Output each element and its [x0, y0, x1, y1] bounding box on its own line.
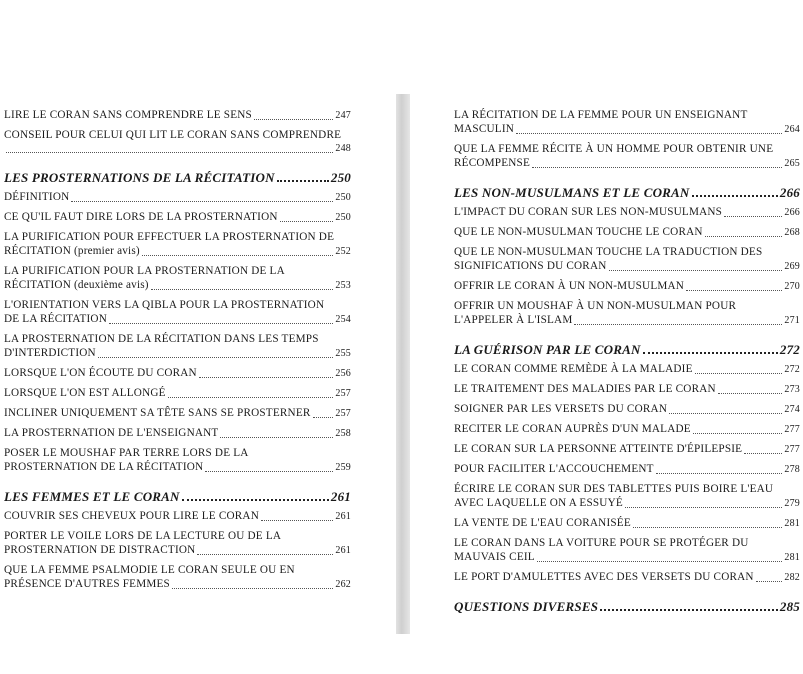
section-title: LES NON-MUSULMANS ET LE CORAN [454, 185, 690, 200]
toc-entry [4, 529, 351, 558]
page-number: 254 [335, 314, 351, 325]
page-gutter [396, 94, 410, 634]
page-number: 261 [335, 511, 351, 522]
toc-entry-title: LIRE LE CORAN SANS COMPRENDRE LE SENS [4, 109, 252, 121]
dot-leader [168, 397, 334, 398]
toc-entry-title: POUR FACILITER L'ACCOUCHEMENT [454, 463, 654, 475]
toc-entry-line: PORTER LE VOILE LORS DE LA LECTURE OU DE LA [4, 530, 282, 542]
toc-entry [4, 509, 351, 524]
section-title: LES PROSTERNATIONS DE LA RÉCITATION [4, 170, 275, 185]
dot-leader [532, 167, 782, 168]
toc-entry [454, 142, 800, 171]
page-number: 282 [784, 572, 800, 583]
dot-leader [516, 133, 782, 134]
toc-entry-title: MASCULIN [454, 123, 515, 135]
dot-leader [151, 289, 334, 290]
page-number: 250 [335, 212, 351, 223]
toc-entry-line: OFFRIR UN MOUSHAF À UN NON-MUSULMAN POUR [454, 300, 737, 312]
dot-leader [254, 119, 333, 120]
toc-entry [454, 402, 800, 417]
toc-entry-title: LORSQUE L'ON ÉCOUTE DU CORAN [4, 367, 197, 379]
page-number: 272 [784, 364, 800, 375]
toc-entry [4, 386, 351, 401]
toc-entry-title: INCLINER UNIQUEMENT SA TÊTE SANS SE PROSTERNER [4, 407, 311, 419]
toc-entry [4, 426, 351, 441]
dot-leader [71, 201, 333, 202]
toc-entry-title: LA VENTE DE L'EAU CORANISÉE [454, 517, 631, 529]
dot-leader [609, 270, 783, 271]
toc-section-heading [4, 170, 351, 186]
page-number: 255 [335, 348, 351, 359]
toc-entry-title: PROSTERNATION DE DISTRACTION [4, 544, 196, 556]
page-number: 279 [784, 498, 800, 509]
dot-leader [600, 609, 778, 611]
page-number: 252 [335, 246, 351, 257]
dot-leader [172, 588, 333, 589]
dot-leader [656, 473, 783, 474]
dot-leader [205, 471, 333, 472]
dot-leader [693, 433, 783, 434]
toc-entry-title: LE CORAN SUR LA PERSONNE ATTEINTE D'ÉPILEPSIE [454, 443, 743, 455]
toc-entry [454, 516, 800, 531]
toc-entry-title: LA PROSTERNATION DE L'ENSEIGNANT [4, 427, 219, 439]
toc-entry [4, 264, 351, 293]
toc-entry-line: LA PURIFICATION POUR EFFECTUER LA PROSTERNATION DE [4, 231, 335, 243]
dot-leader [313, 417, 334, 418]
toc-entry-title: DÉFINITION [4, 191, 70, 203]
toc-entry [4, 128, 351, 156]
page-number: 247 [335, 110, 351, 121]
page-number: 285 [779, 599, 800, 614]
toc-entry-title: PROSTERNATION DE LA RÉCITATION [4, 461, 204, 473]
page-number: 248 [335, 143, 351, 154]
dot-leader [724, 216, 782, 217]
dot-leader [142, 255, 334, 256]
page-number: 277 [784, 424, 800, 435]
dot-leader [669, 413, 782, 414]
toc-section-heading [454, 599, 800, 615]
dot-leader [220, 437, 333, 438]
toc-entry-title: RÉCITATION (premier avis) [4, 245, 140, 257]
dot-leader [718, 393, 783, 394]
page-number: 281 [784, 552, 800, 563]
toc-entry-title: RÉCOMPENSE [454, 157, 530, 169]
dot-leader [574, 324, 782, 325]
page-number: 268 [784, 227, 800, 238]
toc-entry [454, 279, 800, 294]
toc-entry-title: LE PORT D'AMULETTES AVEC DES VERSETS DU CORAN [454, 571, 754, 583]
toc-entry [454, 225, 800, 240]
page-number: 281 [784, 518, 800, 529]
toc-entry [454, 108, 800, 137]
section-title: LA GUÉRISON PAR LE CORAN [454, 342, 641, 357]
toc-entry-title: RÉCITATION (deuxième avis) [4, 279, 149, 291]
toc-section-heading [4, 489, 351, 505]
toc-entry-title: LORSQUE L'ON EST ALLONGÉ [4, 387, 166, 399]
toc-entry [4, 446, 351, 475]
page-number: 257 [335, 388, 351, 399]
dot-leader [633, 527, 783, 528]
page-number: 278 [784, 464, 800, 475]
dot-leader [692, 195, 778, 197]
toc-entry [454, 462, 800, 477]
page-number: 250 [335, 192, 351, 203]
toc-entry-title: PRÉSENCE D'AUTRES FEMMES [4, 578, 170, 590]
toc-entry-title: AVEC LAQUELLE ON A ESSUYÉ [454, 497, 623, 509]
toc-entry [454, 442, 800, 457]
toc-entry-title: SOIGNER PAR LES VERSETS DU CORAN [454, 403, 668, 415]
toc-entry [454, 536, 800, 565]
page-number: 273 [784, 384, 800, 395]
page-number: 266 [779, 185, 800, 200]
toc-entry-title: L'APPELER À L'ISLAM [454, 314, 573, 326]
dot-leader [686, 290, 782, 291]
dot-leader [6, 152, 333, 153]
toc-entry [4, 108, 351, 123]
toc-entry [4, 190, 351, 205]
page-number: 269 [784, 261, 800, 272]
dot-leader [277, 180, 329, 182]
dot-leader [199, 377, 334, 378]
page-number: 259 [335, 462, 351, 473]
toc-entry [4, 366, 351, 381]
toc-section-heading [454, 185, 800, 201]
page-number: 261 [335, 545, 351, 556]
dot-leader [705, 236, 783, 237]
section-title: LES FEMMES ET LE CORAN [4, 489, 180, 504]
page-number: 258 [335, 428, 351, 439]
page-number: 250 [330, 170, 351, 185]
toc-entry-title: CE QU'IL FAUT DIRE LORS DE LA PROSTERNATION [4, 211, 278, 223]
section-title: QUESTIONS DIVERSES [454, 599, 599, 614]
toc-entry-title: LE TRAITEMENT DES MALADIES PAR LE CORAN [454, 383, 716, 395]
toc-section-heading [454, 342, 800, 358]
toc-entry [454, 422, 800, 437]
toc-entry-title: MAUVAIS CEIL [454, 551, 535, 563]
page-number: 270 [784, 281, 800, 292]
page-number: 277 [784, 444, 800, 455]
toc-entry-line: ÉCRIRE LE CORAN SUR DES TABLETTES PUIS BOIRE L'EAU [454, 483, 774, 495]
toc-entry [4, 332, 351, 361]
dot-leader [744, 453, 782, 454]
toc-entry-title: D'INTERDICTION [4, 347, 96, 359]
toc-right-page [454, 108, 800, 619]
toc-entry-line: POSER LE MOUSHAF PAR TERRE LORS DE LA [4, 447, 249, 459]
dot-leader [695, 373, 783, 374]
toc-entry-line: LA PURIFICATION POUR LA PROSTERNATION DE LA [4, 265, 285, 277]
toc-entry-line: LA PROSTERNATION DE LA RÉCITATION DANS LES TEMPS [4, 333, 319, 345]
page-number: 265 [784, 158, 800, 169]
toc-entry [4, 563, 351, 592]
toc-entry-title: QUE LE NON-MUSULMAN TOUCHE LE CORAN [454, 226, 703, 238]
dot-leader [98, 357, 334, 358]
dot-leader [625, 507, 783, 508]
toc-entry-line: LE CORAN DANS LA VOITURE POUR SE PROTÉGER DU [454, 537, 749, 549]
toc-entry [454, 482, 800, 511]
toc-entry [4, 230, 351, 259]
dot-leader [182, 499, 329, 501]
page-number: 262 [335, 579, 351, 590]
dot-leader [261, 520, 333, 521]
toc-entry [454, 299, 800, 328]
dot-leader [197, 554, 333, 555]
page-number: 266 [784, 207, 800, 218]
dot-leader [537, 561, 783, 562]
toc-entry-title: RECITER LE CORAN AUPRÈS D'UN MALADE [454, 423, 691, 435]
toc-entry-title: OFFRIR LE CORAN À UN NON-MUSULMAN [454, 280, 685, 292]
toc-entry-line: QUE LA FEMME PSALMODIE LE CORAN SEULE OU EN [4, 564, 295, 576]
dot-leader [756, 581, 783, 582]
page-number: 264 [784, 124, 800, 135]
toc-left-page [4, 108, 351, 597]
toc-entry [4, 298, 351, 327]
toc-entry [4, 406, 351, 421]
toc-entry-line: QUE LE NON-MUSULMAN TOUCHE LA TRADUCTION DES [454, 246, 763, 258]
page-number: 271 [784, 315, 800, 326]
dot-leader [643, 352, 778, 354]
page-number: 257 [335, 408, 351, 419]
toc-entry-title: LE CORAN COMME REMÈDE À LA MALADIE [454, 363, 693, 375]
toc-entry-title: SIGNIFICATIONS DU CORAN [454, 260, 607, 272]
toc-entry-line: LA RÉCITATION DE LA FEMME POUR UN ENSEIGNANT [454, 109, 748, 121]
toc-entry [454, 362, 800, 377]
toc-entry-title: L'IMPACT DU CORAN SUR LES NON-MUSULMANS [454, 206, 723, 218]
page-number: 253 [335, 280, 351, 291]
toc-entry [454, 382, 800, 397]
page-number: 272 [779, 342, 800, 357]
page-number: 256 [335, 368, 351, 379]
dot-leader [280, 221, 334, 222]
toc-entry [4, 210, 351, 225]
page-number: 274 [784, 404, 800, 415]
toc-entry-title: COUVRIR SES CHEVEUX POUR LIRE LE CORAN [4, 510, 259, 522]
toc-entry-line: CONSEIL POUR CELUI QUI LIT LE CORAN SANS COMPRENDRE [4, 129, 342, 141]
toc-entry-title: DE LA RÉCITATION [4, 313, 107, 325]
dot-leader [109, 323, 333, 324]
toc-entry [454, 570, 800, 585]
toc-entry-line: L'ORIENTATION VERS LA QIBLA POUR LA PROSTERNATION [4, 299, 325, 311]
toc-entry-line: QUE LA FEMME RÉCITE À UN HOMME POUR OBTENIR UNE [454, 143, 774, 155]
toc-entry [454, 245, 800, 274]
page-number: 261 [330, 489, 351, 504]
toc-entry [454, 205, 800, 220]
